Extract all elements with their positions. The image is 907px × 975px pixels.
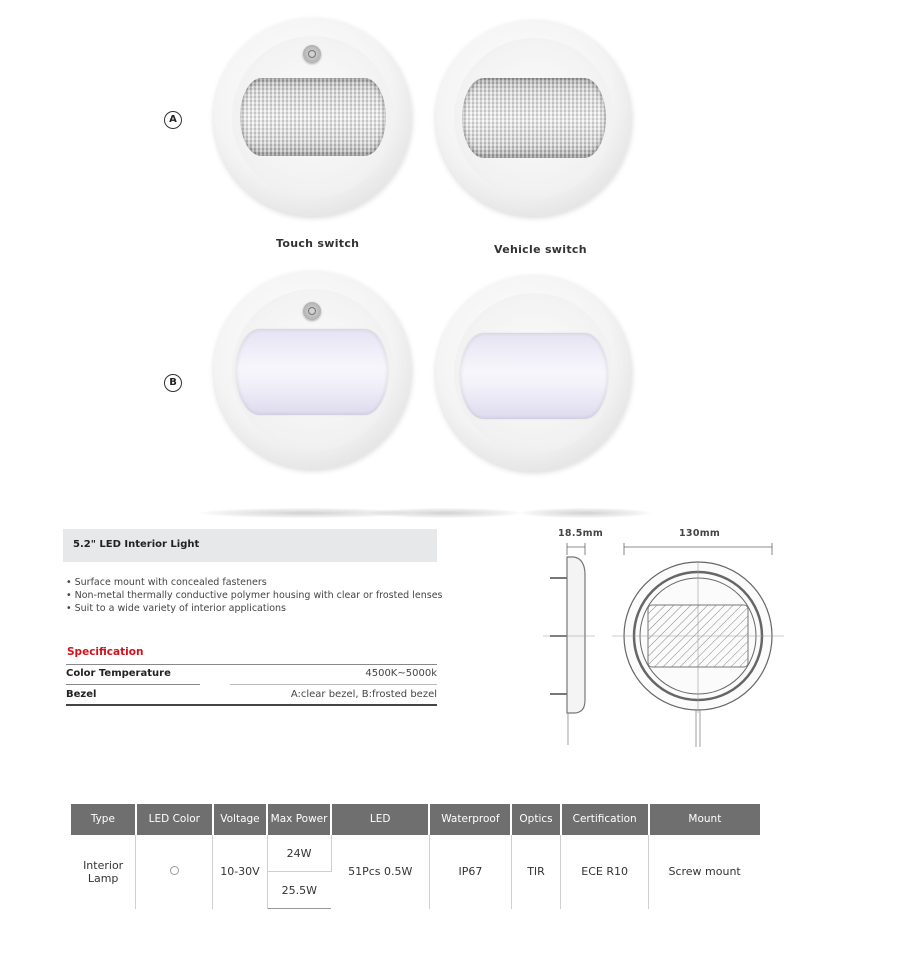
spec-table xyxy=(71,804,760,909)
cell-waterproof: IP67 xyxy=(429,835,511,909)
caption-touch-switch: Touch switch xyxy=(276,237,360,250)
spec-row-color-temp xyxy=(66,668,437,682)
cell-power-1: 24W xyxy=(267,835,331,872)
frosted-lens xyxy=(236,329,388,415)
spec-row-bezel xyxy=(66,689,437,703)
cell-voltage: 10-30V xyxy=(213,835,267,909)
technical-drawing xyxy=(540,535,790,750)
lamp-b-touch xyxy=(214,271,412,469)
spec-divider xyxy=(66,684,200,685)
feature-item: • Suit to a wide variety of interior applications xyxy=(66,602,443,615)
touch-switch-icon xyxy=(303,302,321,320)
spec-heading: Specification xyxy=(67,646,144,658)
header-led-color: LED Color xyxy=(136,804,213,835)
table-header-row xyxy=(71,804,760,835)
depth-dimension-label: 18.5mm xyxy=(558,528,604,539)
spec-value: A:clear bezel, B:frosted bezel xyxy=(290,689,437,700)
cell-led-color xyxy=(136,835,213,909)
diameter-dimension-label: 130mm xyxy=(679,528,721,539)
clear-lens xyxy=(240,78,386,156)
lamp-a-vehicle xyxy=(436,20,632,216)
touch-switch-icon xyxy=(303,45,321,63)
cell-optics: TIR xyxy=(511,835,560,909)
spec-key: Bezel xyxy=(66,689,97,700)
cell-mount: Screw mount xyxy=(668,865,741,879)
spec-divider xyxy=(66,664,437,665)
led-color-swatch xyxy=(170,866,179,875)
lamp-b-vehicle xyxy=(436,275,632,471)
cell-type: Interior Lamp xyxy=(71,835,136,909)
header-max-power: Max Power xyxy=(267,804,331,835)
cell-certification: ECE R10 xyxy=(561,835,649,909)
cell-led: 51Pcs 0.5W xyxy=(331,835,429,909)
cell-power-2: 25.5W xyxy=(267,872,331,909)
lamp-a-touch xyxy=(214,18,412,216)
caption-vehicle-switch: Vehicle switch xyxy=(494,243,587,256)
header-certification: Certification xyxy=(561,804,649,835)
header-waterproof: Waterproof xyxy=(429,804,511,835)
feature-item: • Surface mount with concealed fasteners xyxy=(66,576,443,589)
side-view xyxy=(543,543,595,745)
table-row xyxy=(71,835,760,872)
lamp-shadow xyxy=(370,508,520,518)
spec-divider xyxy=(66,704,437,706)
feature-item: • Non-metal thermally conductive polymer housing with clear or frosted lenses xyxy=(66,589,443,602)
spec-divider xyxy=(230,684,437,685)
header-mount: Mount xyxy=(649,804,760,835)
spec-key: Color Temperature xyxy=(66,668,171,679)
header-voltage: Voltage xyxy=(213,804,267,835)
front-view xyxy=(612,543,784,747)
header-optics: Optics xyxy=(511,804,560,835)
feature-list xyxy=(66,576,443,615)
spec-value: 4500K~5000k xyxy=(365,668,437,679)
frosted-lens xyxy=(460,333,608,419)
variant-a-badge: A xyxy=(164,111,182,129)
header-led: LED xyxy=(331,804,429,835)
lamp-shadow xyxy=(520,508,650,518)
clear-lens xyxy=(462,78,606,158)
product-title: 5.2" LED Interior Light xyxy=(73,539,200,550)
variant-b-badge: B xyxy=(164,374,182,392)
product-title-bar xyxy=(63,529,437,562)
header-type: Type xyxy=(71,804,136,835)
